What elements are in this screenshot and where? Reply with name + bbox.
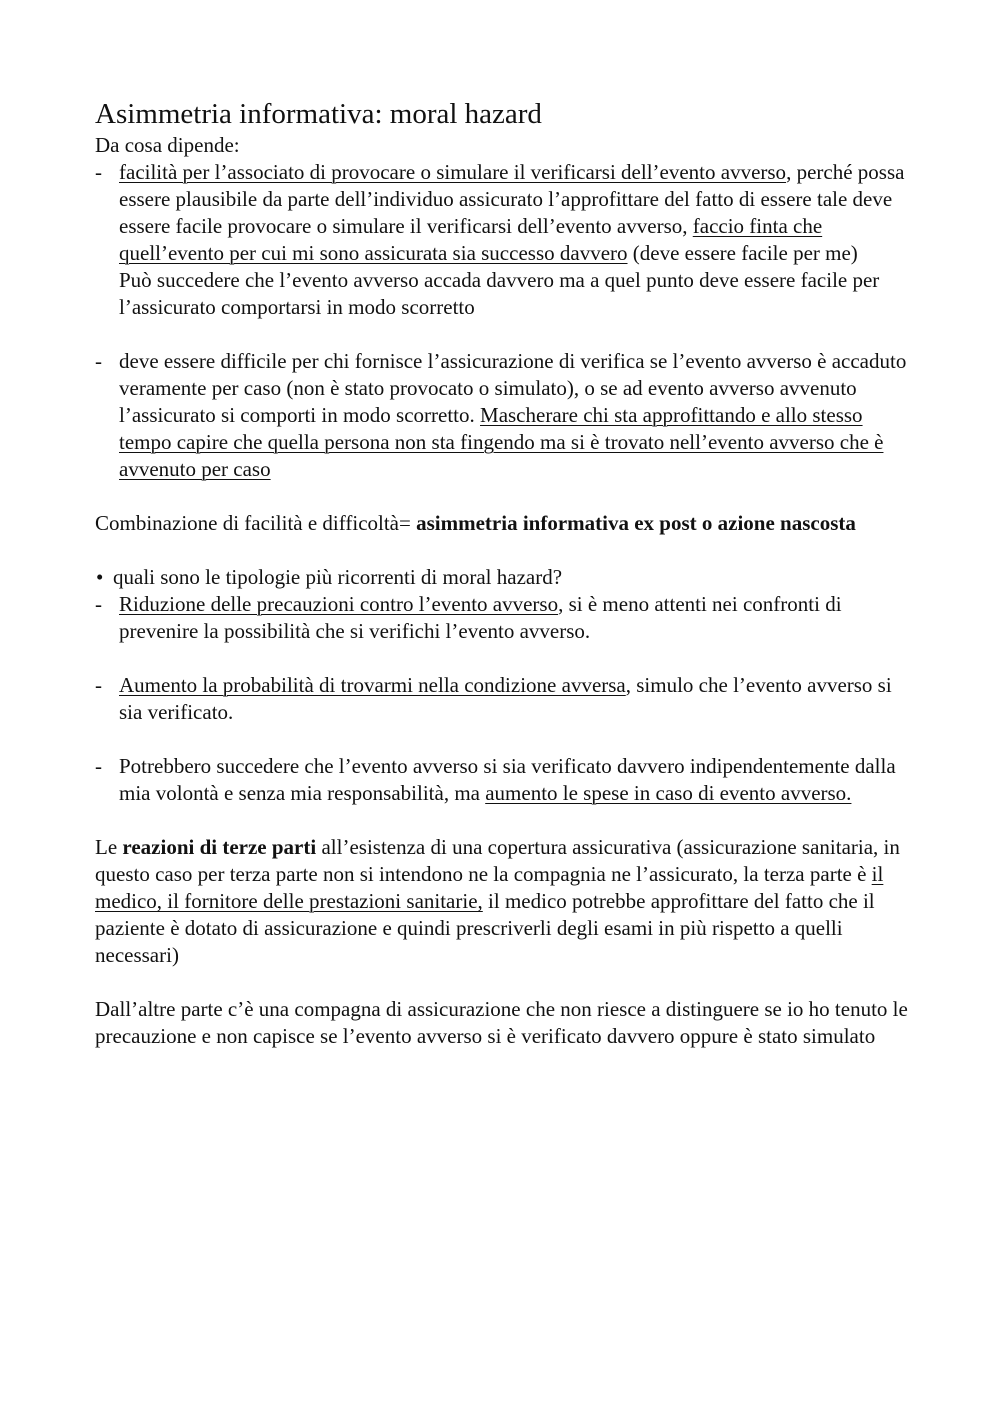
underlined-text: il medico, il fornitore delle prestazioni sanitarie, <box>95 862 884 913</box>
spacer <box>95 537 915 564</box>
underlined-text: aumento le spese in caso di evento avverso. <box>485 781 852 805</box>
underlined-text: Aumento la probabilità di trovarmi nella condizione avversa <box>119 673 626 697</box>
question-bullet <box>95 564 915 591</box>
body-text: Potrebbero succedere che l’evento avverso si sia verificato davvero indipendentemente dalla mia volontà e senza mia responsabilità, ma <box>119 754 896 805</box>
closing-paragraph: Dall’altre parte c’è una compagna di assicurazione che non riesce a distinguere se io ho tenuto le precauzione e non capisce se l’evento avverso si è verificato davvero oppure è stato simulato <box>95 997 908 1048</box>
body-text: , perché possa essere plausibile da parte dell’individuo assicurato l’approfittare del fatto di essere tale deve essere facile provocare o simulare il verificarsi dell’evento avverso, <box>119 160 905 238</box>
intro-text: Da cosa dipende: <box>95 133 240 157</box>
body-text: deve essere difficile per chi fornisce l’assicurazione di verifica se l’evento avverso è accaduto veramente per caso (non è stato provocato o simulato), o se ad evento avverso avvenuto l’assicurato si comporti in modo scorretto. <box>119 349 907 427</box>
bold-text: reazioni di terze parti <box>122 835 317 859</box>
document-content <box>95 96 915 1050</box>
body-text: Combinazione di facilità e difficoltà= <box>95 511 417 535</box>
body-text: il medico potrebbe approfittare del fatto che il paziente è dotato di assicurazione e quindi prescriverli degli esami in più rispetto a quelli necessari) <box>95 889 875 967</box>
spacer <box>95 726 915 753</box>
dash-marker: - <box>95 754 102 778</box>
dash-marker: - <box>95 592 102 616</box>
underlined-text: Riduzione delle precauzioni contro l’evento avverso <box>119 592 559 616</box>
body-text: all’esistenza di una copertura assicurativa (assicurazione sanitaria, in questo caso per terza parte non si intendono ne la compagnia ne l’assicurato, la terza parte è <box>95 835 900 886</box>
third-parties-paragraph <box>95 834 915 969</box>
underlined-text: Mascherare chi sta approfittando e allo stesso tempo capire che quella persona non sta fingendo ma si è trovato nell’evento avverso che è avvenuto per caso <box>119 403 884 481</box>
question-text: quali sono le tipologie più ricorrenti di moral hazard? <box>113 565 563 589</box>
page-title: Asimmetria informativa: moral hazard <box>95 98 542 130</box>
body-text: Le <box>95 835 123 859</box>
body-text: (deve essere facile per me) <box>627 241 858 265</box>
spacer <box>95 807 915 834</box>
body-text: , simulo che l’evento avverso si sia verificato. <box>119 673 892 724</box>
list-item-expenses <box>95 753 915 807</box>
combination-paragraph <box>95 510 915 537</box>
dash-marker: - <box>95 673 102 697</box>
underlined-text: faccio finta che quell’evento per cui mi sono assicurata sia successo davvero <box>119 214 823 265</box>
bullet-marker: • <box>96 565 104 589</box>
body-text: , si è meno attenti nei confronti di prevenire la possibilità che si verifichi l’evento avverso. <box>119 592 842 643</box>
dash-marker: - <box>95 160 102 184</box>
bold-text: asimmetria informativa ex post o azione nascosta <box>416 511 856 535</box>
item-subparagraph: Può succedere che l’evento avverso accada davvero ma a quel punto deve essere facile per l’assicurato comportarsi in modo scorretto <box>119 268 880 319</box>
spacer <box>95 645 915 672</box>
spacer <box>95 321 915 348</box>
underlined-text: facilità per l’associato di provocare o simulare il verificarsi dell’evento avverso <box>119 160 787 184</box>
spacer <box>95 969 915 996</box>
list-item-ease <box>95 159 915 321</box>
list-item-difficulty <box>95 348 915 483</box>
list-item-precautions <box>95 591 915 645</box>
spacer <box>95 483 915 510</box>
list-item-probability <box>95 672 915 726</box>
dash-marker: - <box>95 349 102 373</box>
